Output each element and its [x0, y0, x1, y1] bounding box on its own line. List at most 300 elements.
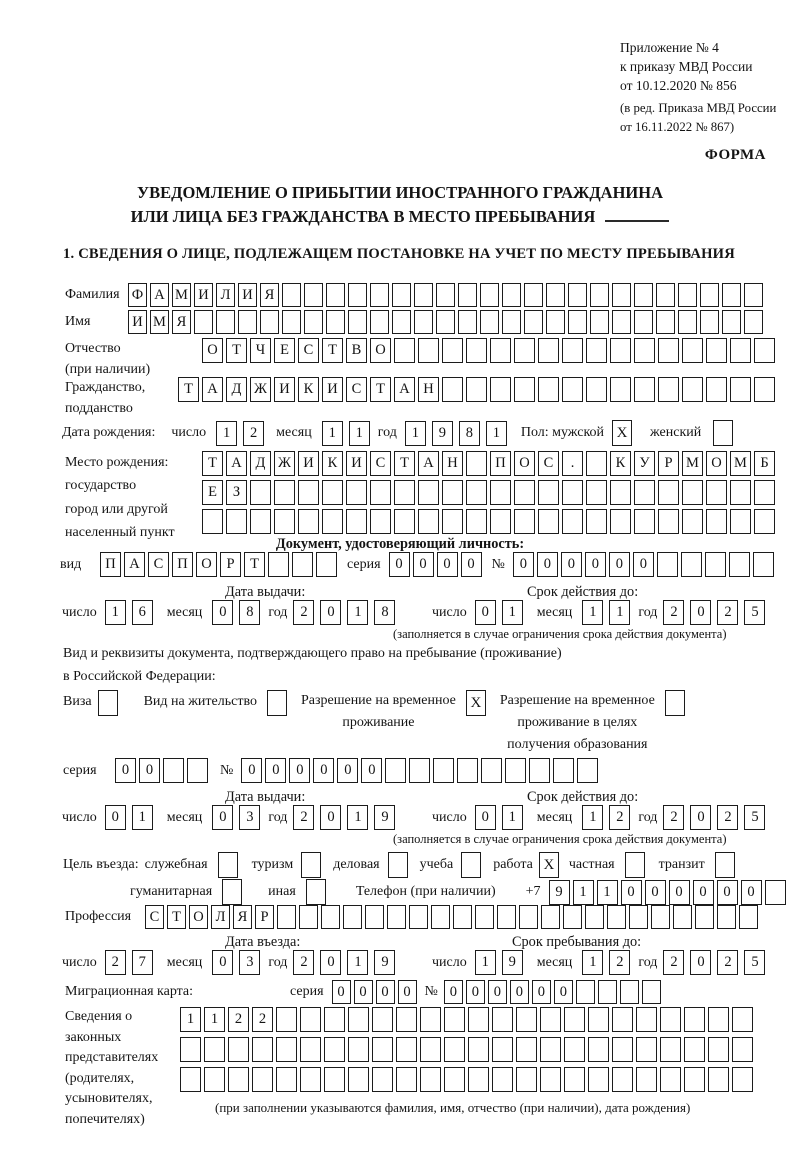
char-cell[interactable]: Т — [322, 338, 343, 363]
char-cell[interactable]: О — [706, 451, 727, 476]
char-cell[interactable] — [514, 509, 535, 534]
char-cell[interactable] — [316, 552, 337, 577]
char-cell[interactable] — [282, 310, 301, 334]
entry-year-boxes[interactable] — [293, 950, 395, 975]
char-cell[interactable]: 1 — [349, 421, 370, 446]
char-cell[interactable]: 0 — [444, 980, 463, 1004]
char-cell[interactable] — [442, 509, 463, 534]
char-cell[interactable]: В — [346, 338, 367, 363]
char-cell[interactable] — [204, 1067, 225, 1092]
char-cell[interactable] — [300, 1037, 321, 1062]
char-cell[interactable] — [396, 1067, 417, 1092]
char-cell[interactable] — [394, 338, 415, 363]
char-cell[interactable] — [588, 1007, 609, 1032]
char-cell[interactable]: 1 — [405, 421, 426, 446]
char-cell[interactable]: 0 — [690, 805, 711, 830]
char-cell[interactable] — [98, 690, 118, 716]
char-cell[interactable] — [228, 1037, 249, 1062]
char-cell[interactable] — [634, 377, 655, 402]
char-cell[interactable]: 0 — [690, 600, 711, 625]
char-cell[interactable] — [385, 758, 406, 783]
char-cell[interactable] — [540, 1037, 561, 1062]
char-cell[interactable]: С — [370, 451, 391, 476]
residence-issue-day-boxes[interactable] — [105, 805, 153, 830]
char-cell[interactable]: С — [148, 552, 169, 577]
char-cell[interactable] — [681, 552, 702, 577]
char-cell[interactable] — [546, 283, 565, 307]
char-cell[interactable]: 1 — [347, 600, 368, 625]
char-cell[interactable] — [420, 1037, 441, 1062]
char-cell[interactable]: Т — [244, 552, 265, 577]
char-cell[interactable] — [682, 509, 703, 534]
char-cell[interactable] — [453, 905, 472, 929]
char-cell[interactable] — [538, 338, 559, 363]
char-cell[interactable] — [634, 338, 655, 363]
char-cell[interactable]: 2 — [609, 805, 630, 830]
char-cell[interactable]: 0 — [461, 552, 482, 577]
doc-issue-month-boxes[interactable] — [212, 600, 260, 625]
char-cell[interactable] — [610, 509, 631, 534]
doc-number-boxes[interactable] — [513, 552, 774, 577]
char-cell[interactable] — [276, 1007, 297, 1032]
char-cell[interactable] — [682, 480, 703, 505]
char-cell[interactable] — [715, 852, 735, 878]
char-cell[interactable] — [252, 1037, 273, 1062]
char-cell[interactable] — [541, 905, 560, 929]
char-cell[interactable] — [706, 338, 727, 363]
char-cell[interactable]: 0 — [717, 880, 738, 905]
char-cell[interactable] — [722, 310, 741, 334]
char-cell[interactable] — [636, 1067, 657, 1092]
char-cell[interactable]: 1 — [322, 421, 343, 446]
char-cell[interactable] — [684, 1007, 705, 1032]
char-cell[interactable] — [610, 338, 631, 363]
birth-place-row2-boxes[interactable] — [202, 480, 775, 505]
char-cell[interactable] — [250, 509, 271, 534]
purpose-business-checkbox[interactable] — [388, 852, 408, 878]
char-cell[interactable] — [598, 980, 617, 1004]
char-cell[interactable]: О — [370, 338, 391, 363]
char-cell[interactable] — [252, 1067, 273, 1092]
char-cell[interactable] — [187, 758, 208, 783]
purpose-transit-checkbox[interactable] — [715, 852, 735, 878]
char-cell[interactable] — [370, 283, 389, 307]
doc-valid-year-boxes[interactable] — [663, 600, 765, 625]
char-cell[interactable]: 5 — [744, 600, 765, 625]
char-cell[interactable] — [634, 480, 655, 505]
char-cell[interactable] — [586, 451, 607, 476]
char-cell[interactable]: 1 — [609, 600, 630, 625]
char-cell[interactable]: Н — [418, 377, 439, 402]
char-cell[interactable]: 2 — [717, 950, 738, 975]
char-cell[interactable]: И — [274, 377, 295, 402]
char-cell[interactable] — [612, 283, 631, 307]
char-cell[interactable] — [540, 1007, 561, 1032]
char-cell[interactable] — [634, 310, 653, 334]
char-cell[interactable]: А — [394, 377, 415, 402]
char-cell[interactable] — [636, 1037, 657, 1062]
char-cell[interactable] — [562, 509, 583, 534]
char-cell[interactable] — [348, 1007, 369, 1032]
char-cell[interactable]: 0 — [554, 980, 573, 1004]
char-cell[interactable]: 8 — [239, 600, 260, 625]
doc-valid-month-boxes[interactable] — [582, 600, 630, 625]
char-cell[interactable] — [568, 283, 587, 307]
char-cell[interactable]: П — [490, 451, 511, 476]
char-cell[interactable] — [222, 879, 242, 905]
char-cell[interactable]: 3 — [239, 950, 260, 975]
char-cell[interactable]: Р — [658, 451, 679, 476]
char-cell[interactable] — [481, 758, 502, 783]
purpose-tourism-checkbox[interactable] — [301, 852, 321, 878]
char-cell[interactable]: 9 — [549, 880, 570, 905]
char-cell[interactable]: 0 — [354, 980, 373, 1004]
char-cell[interactable] — [717, 905, 736, 929]
char-cell[interactable]: 6 — [132, 600, 153, 625]
char-cell[interactable] — [466, 509, 487, 534]
char-cell[interactable]: И — [128, 310, 147, 334]
char-cell[interactable]: 9 — [502, 950, 523, 975]
char-cell[interactable] — [673, 905, 692, 929]
char-cell[interactable]: 0 — [537, 552, 558, 577]
char-cell[interactable] — [516, 1067, 537, 1092]
char-cell[interactable]: 0 — [645, 880, 666, 905]
char-cell[interactable] — [519, 905, 538, 929]
char-cell[interactable]: 2 — [609, 950, 630, 975]
char-cell[interactable] — [260, 310, 279, 334]
char-cell[interactable] — [298, 480, 319, 505]
char-cell[interactable] — [180, 1067, 201, 1092]
char-cell[interactable] — [588, 1037, 609, 1062]
char-cell[interactable]: П — [100, 552, 121, 577]
char-cell[interactable] — [396, 1037, 417, 1062]
char-cell[interactable]: И — [238, 283, 257, 307]
char-cell[interactable] — [468, 1007, 489, 1032]
char-cell[interactable] — [730, 480, 751, 505]
doc-issue-year-boxes[interactable] — [293, 600, 395, 625]
char-cell[interactable]: 7 — [132, 950, 153, 975]
char-cell[interactable] — [590, 283, 609, 307]
char-cell[interactable] — [298, 509, 319, 534]
char-cell[interactable] — [436, 310, 455, 334]
char-cell[interactable] — [326, 283, 345, 307]
char-cell[interactable] — [238, 310, 257, 334]
char-cell[interactable] — [418, 509, 439, 534]
char-cell[interactable] — [420, 1067, 441, 1092]
char-cell[interactable]: Л — [211, 905, 230, 929]
char-cell[interactable] — [658, 338, 679, 363]
char-cell[interactable]: Д — [250, 451, 271, 476]
char-cell[interactable] — [700, 283, 719, 307]
char-cell[interactable] — [370, 480, 391, 505]
char-cell[interactable] — [514, 338, 535, 363]
char-cell[interactable] — [324, 1007, 345, 1032]
char-cell[interactable]: 0 — [669, 880, 690, 905]
migration-series-boxes[interactable] — [332, 980, 417, 1004]
char-cell[interactable]: 1 — [597, 880, 618, 905]
char-cell[interactable]: 1 — [486, 421, 507, 446]
char-cell[interactable] — [444, 1037, 465, 1062]
doc-kind-boxes[interactable] — [100, 552, 337, 577]
char-cell[interactable] — [163, 758, 184, 783]
char-cell[interactable] — [250, 480, 271, 505]
char-cell[interactable] — [708, 1067, 729, 1092]
char-cell[interactable] — [370, 509, 391, 534]
char-cell[interactable]: 0 — [693, 880, 714, 905]
doc-valid-day-boxes[interactable] — [475, 600, 523, 625]
char-cell[interactable]: 1 — [502, 600, 523, 625]
char-cell[interactable] — [414, 283, 433, 307]
char-cell[interactable]: 1 — [216, 421, 237, 446]
char-cell[interactable] — [274, 480, 295, 505]
char-cell[interactable]: А — [124, 552, 145, 577]
char-cell[interactable]: К — [610, 451, 631, 476]
char-cell[interactable] — [268, 552, 289, 577]
char-cell[interactable] — [540, 1067, 561, 1092]
entry-day-boxes[interactable] — [105, 950, 153, 975]
char-cell[interactable]: 0 — [212, 805, 233, 830]
char-cell[interactable]: Р — [255, 905, 274, 929]
char-cell[interactable] — [564, 1037, 585, 1062]
char-cell[interactable] — [194, 310, 213, 334]
char-cell[interactable] — [706, 377, 727, 402]
char-cell[interactable] — [299, 905, 318, 929]
char-cell[interactable] — [466, 451, 487, 476]
char-cell[interactable] — [730, 509, 751, 534]
char-cell[interactable]: 2 — [717, 805, 738, 830]
char-cell[interactable] — [372, 1067, 393, 1092]
char-cell[interactable] — [730, 377, 751, 402]
char-cell[interactable] — [658, 509, 679, 534]
char-cell[interactable] — [365, 905, 384, 929]
char-cell[interactable] — [444, 1007, 465, 1032]
char-cell[interactable] — [348, 310, 367, 334]
residence-valid-day-boxes[interactable] — [475, 805, 523, 830]
char-cell[interactable] — [564, 1007, 585, 1032]
char-cell[interactable] — [586, 338, 607, 363]
char-cell[interactable]: С — [346, 377, 367, 402]
char-cell[interactable] — [656, 283, 675, 307]
char-cell[interactable]: С — [298, 338, 319, 363]
char-cell[interactable]: 0 — [561, 552, 582, 577]
char-cell[interactable]: 0 — [337, 758, 358, 783]
char-cell[interactable] — [708, 1007, 729, 1032]
char-cell[interactable] — [442, 480, 463, 505]
char-cell[interactable]: Т — [370, 377, 391, 402]
char-cell[interactable] — [706, 509, 727, 534]
char-cell[interactable]: 0 — [361, 758, 382, 783]
char-cell[interactable]: 1 — [573, 880, 594, 905]
char-cell[interactable]: 3 — [239, 805, 260, 830]
char-cell[interactable] — [682, 338, 703, 363]
char-cell[interactable]: Р — [220, 552, 241, 577]
char-cell[interactable] — [612, 1007, 633, 1032]
char-cell[interactable] — [700, 310, 719, 334]
char-cell[interactable]: Я — [260, 283, 279, 307]
char-cell[interactable]: 0 — [437, 552, 458, 577]
char-cell[interactable]: 8 — [374, 600, 395, 625]
char-cell[interactable] — [722, 283, 741, 307]
char-cell[interactable] — [665, 690, 685, 716]
char-cell[interactable]: 5 — [744, 950, 765, 975]
char-cell[interactable]: 0 — [320, 950, 341, 975]
char-cell[interactable] — [475, 905, 494, 929]
char-cell[interactable] — [468, 1037, 489, 1062]
residence-issue-year-boxes[interactable] — [293, 805, 395, 830]
char-cell[interactable] — [228, 1067, 249, 1092]
char-cell[interactable] — [634, 509, 655, 534]
char-cell[interactable]: 1 — [582, 950, 603, 975]
char-cell[interactable] — [490, 509, 511, 534]
char-cell[interactable] — [466, 338, 487, 363]
char-cell[interactable] — [370, 310, 389, 334]
char-cell[interactable]: Т — [167, 905, 186, 929]
char-cell[interactable] — [588, 1067, 609, 1092]
char-cell[interactable]: А — [150, 283, 169, 307]
char-cell[interactable] — [442, 377, 463, 402]
char-cell[interactable] — [658, 377, 679, 402]
char-cell[interactable] — [300, 1067, 321, 1092]
char-cell[interactable] — [708, 1037, 729, 1062]
char-cell[interactable]: 1 — [180, 1007, 201, 1032]
char-cell[interactable]: М — [150, 310, 169, 334]
phone-boxes[interactable] — [549, 880, 786, 905]
birth-year-boxes[interactable] — [405, 421, 507, 446]
char-cell[interactable] — [372, 1037, 393, 1062]
char-cell[interactable] — [754, 377, 775, 402]
sex-male-checkbox[interactable] — [612, 420, 632, 446]
char-cell[interactable]: Н — [442, 451, 463, 476]
stay-day-boxes[interactable] — [475, 950, 523, 975]
char-cell[interactable] — [306, 879, 326, 905]
purpose-private-checkbox[interactable] — [625, 852, 645, 878]
char-cell[interactable]: А — [202, 377, 223, 402]
char-cell[interactable]: И — [322, 377, 343, 402]
char-cell[interactable]: 2 — [293, 805, 314, 830]
char-cell[interactable] — [480, 283, 499, 307]
char-cell[interactable]: 0 — [585, 552, 606, 577]
char-cell[interactable] — [396, 1007, 417, 1032]
residence-number-boxes[interactable] — [241, 758, 598, 783]
char-cell[interactable]: . — [562, 451, 583, 476]
char-cell[interactable] — [620, 980, 639, 1004]
char-cell[interactable]: Е — [274, 338, 295, 363]
purpose-humanitarian-checkbox[interactable] — [222, 879, 242, 905]
char-cell[interactable] — [651, 905, 670, 929]
char-cell[interactable] — [524, 310, 543, 334]
char-cell[interactable]: 1 — [502, 805, 523, 830]
doc-issue-day-boxes[interactable] — [105, 600, 153, 625]
char-cell[interactable] — [442, 338, 463, 363]
char-cell[interactable]: О — [189, 905, 208, 929]
representatives-row1-boxes[interactable] — [180, 1007, 753, 1032]
char-cell[interactable] — [612, 1067, 633, 1092]
char-cell[interactable]: С — [145, 905, 164, 929]
char-cell[interactable] — [657, 552, 678, 577]
char-cell[interactable]: И — [346, 451, 367, 476]
char-cell[interactable] — [524, 283, 543, 307]
char-cell[interactable]: Б — [754, 451, 775, 476]
stay-year-boxes[interactable] — [663, 950, 765, 975]
representatives-row3-boxes[interactable] — [180, 1067, 753, 1092]
char-cell[interactable] — [444, 1067, 465, 1092]
representatives-row2-boxes[interactable] — [180, 1037, 753, 1062]
char-cell[interactable] — [324, 1037, 345, 1062]
char-cell[interactable]: X — [539, 852, 559, 878]
residence-issue-month-boxes[interactable] — [212, 805, 260, 830]
char-cell[interactable] — [346, 480, 367, 505]
char-cell[interactable]: Т — [178, 377, 199, 402]
char-cell[interactable] — [204, 1037, 225, 1062]
char-cell[interactable]: 0 — [609, 552, 630, 577]
char-cell[interactable] — [625, 852, 645, 878]
char-cell[interactable] — [409, 905, 428, 929]
char-cell[interactable] — [729, 552, 750, 577]
char-cell[interactable]: Т — [394, 451, 415, 476]
char-cell[interactable]: 9 — [374, 805, 395, 830]
doc-series-boxes[interactable] — [389, 552, 482, 577]
birth-place-row1-boxes[interactable] — [202, 451, 775, 476]
char-cell[interactable] — [568, 310, 587, 334]
char-cell[interactable]: 1 — [347, 805, 368, 830]
char-cell[interactable] — [216, 310, 235, 334]
char-cell[interactable] — [414, 310, 433, 334]
char-cell[interactable] — [466, 377, 487, 402]
birth-month-boxes[interactable] — [322, 421, 370, 446]
char-cell[interactable]: 5 — [744, 805, 765, 830]
char-cell[interactable]: А — [226, 451, 247, 476]
char-cell[interactable]: 2 — [663, 600, 684, 625]
char-cell[interactable]: Ч — [250, 338, 271, 363]
char-cell[interactable]: М — [682, 451, 703, 476]
temp-residence-checkbox[interactable] — [466, 690, 486, 716]
char-cell[interactable] — [553, 758, 574, 783]
char-cell[interactable]: 1 — [347, 950, 368, 975]
char-cell[interactable]: Я — [233, 905, 252, 929]
char-cell[interactable]: Ф — [128, 283, 147, 307]
char-cell[interactable] — [612, 310, 631, 334]
entry-month-boxes[interactable] — [212, 950, 260, 975]
char-cell[interactable]: 0 — [475, 600, 496, 625]
char-cell[interactable] — [492, 1067, 513, 1092]
char-cell[interactable] — [490, 338, 511, 363]
char-cell[interactable]: 0 — [398, 980, 417, 1004]
char-cell[interactable]: О — [514, 451, 535, 476]
char-cell[interactable] — [538, 377, 559, 402]
residence-valid-month-boxes[interactable] — [582, 805, 630, 830]
char-cell[interactable] — [563, 905, 582, 929]
char-cell[interactable]: 0 — [389, 552, 410, 577]
char-cell[interactable] — [612, 1037, 633, 1062]
char-cell[interactable] — [744, 283, 763, 307]
char-cell[interactable] — [754, 509, 775, 534]
stay-month-boxes[interactable] — [582, 950, 630, 975]
char-cell[interactable]: 0 — [510, 980, 529, 1004]
char-cell[interactable] — [461, 852, 481, 878]
char-cell[interactable] — [409, 758, 430, 783]
purpose-work-checkbox[interactable] — [539, 852, 559, 878]
char-cell[interactable] — [292, 552, 313, 577]
char-cell[interactable] — [586, 377, 607, 402]
char-cell[interactable]: 0 — [621, 880, 642, 905]
char-cell[interactable]: О — [196, 552, 217, 577]
char-cell[interactable]: М — [730, 451, 751, 476]
char-cell[interactable]: 0 — [475, 805, 496, 830]
char-cell[interactable] — [713, 420, 733, 446]
char-cell[interactable] — [636, 1007, 657, 1032]
char-cell[interactable] — [433, 758, 454, 783]
citizenship-boxes[interactable] — [178, 377, 775, 402]
